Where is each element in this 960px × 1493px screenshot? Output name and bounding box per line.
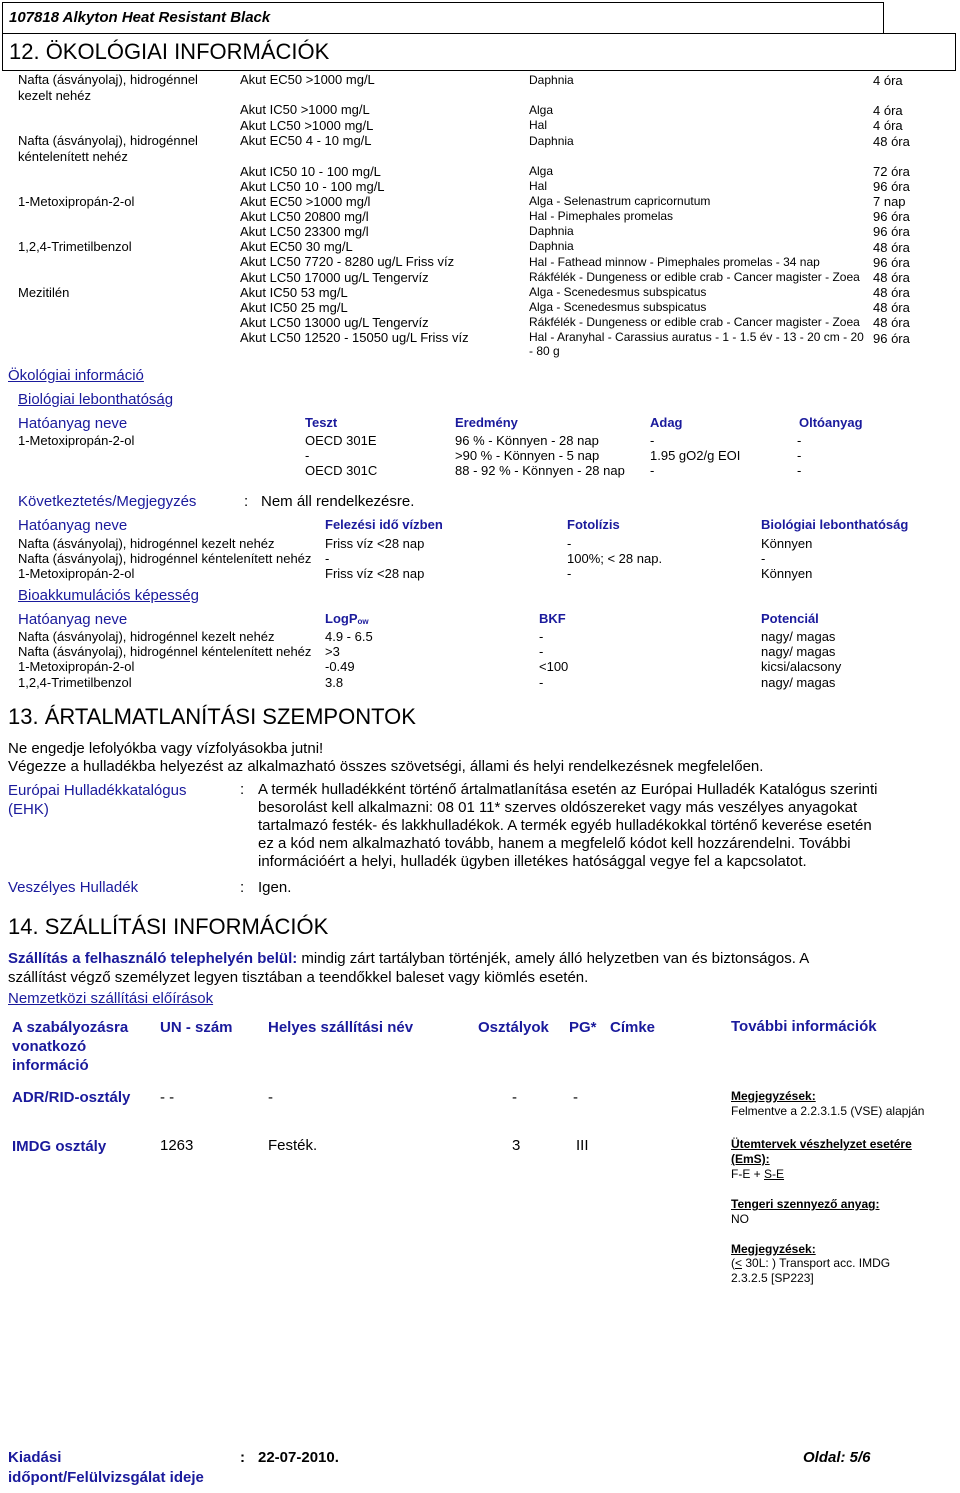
biodeg-dose: - xyxy=(650,463,655,478)
conclusion-label: Következtetés/Megjegyzés xyxy=(18,493,197,510)
col-header-potential: Potenciál xyxy=(761,611,819,626)
tox-time: 96 óra xyxy=(873,255,910,270)
ems-title: Ütemtervek vészhelyzet esetére xyxy=(731,1137,912,1151)
hazwaste-colon: : xyxy=(240,879,245,896)
halflife-name: Nafta (ásványolaj), hidrogénnel kezelt nehéz xyxy=(18,536,275,551)
adr-class: - xyxy=(512,1089,517,1106)
ewc-text-line: besorolást kell alkalmazni: 08 01 11* szerves oldószereket vagy más veszélyes anyagokat xyxy=(258,799,858,816)
ewc-colon: : xyxy=(240,781,245,798)
halflife-photolysis: - xyxy=(567,566,572,581)
tox-organism: Alga xyxy=(529,164,554,178)
tox-test: Akut EC50 >1000 mg/L xyxy=(240,72,375,87)
document-header xyxy=(2,2,884,34)
biodeg-solvent: - xyxy=(797,463,802,478)
imdg-note-title: Megjegyzések: xyxy=(731,1242,816,1256)
biodeg-result: 88 - 92 % - Könnyen - 28 nap xyxy=(455,463,625,478)
bioacc-logp: -0.49 xyxy=(325,659,355,674)
col-header-reg-cont: információ xyxy=(12,1057,89,1074)
ewc-text-line: A termék hulladékként történő ártalmatlanítása esetén az Európai Hulladék Katalógus szerinti xyxy=(258,781,878,798)
biodeg-test: OECD 301C xyxy=(305,463,378,478)
tox-time: 48 óra xyxy=(873,270,910,285)
adr-pg: - xyxy=(573,1089,578,1106)
halflife-name: 1-Metoxipropán-2-ol xyxy=(18,566,135,581)
substance-name: Nafta (ásványolaj), hidrogénnel xyxy=(18,133,198,148)
tox-test: Akut LC50 7720 - 8280 ug/L Friss víz xyxy=(240,254,455,269)
halflife-water: Friss víz <28 nap xyxy=(325,566,425,581)
bioacc-potential: nagy/ magas xyxy=(761,629,836,644)
onsite-text-cont: szállítást végző személyzet legyen tisztában a teendőkkel baleset vagy kiömlés esetén. xyxy=(8,969,589,986)
biodeg-dose: - xyxy=(650,433,655,448)
bioacc-bcf: - xyxy=(539,644,544,659)
ewc-text-line: információért a helyi, hulladék ügyben illetékes hatósággal vegye fel a kapcsolatot. xyxy=(258,853,807,870)
col-header-logp xyxy=(325,611,369,626)
hazwaste-value: Igen. xyxy=(258,879,292,896)
onsite-text: mindig zárt tartályban történjék, amely álló helyzetben van és biztonságos. A xyxy=(297,950,810,967)
imdg-shipping-name: Festék. xyxy=(268,1137,318,1154)
col-header-biodeg: Biológiai lebonthatóság xyxy=(761,517,909,532)
ems-value-fire: F-E + xyxy=(731,1167,765,1181)
substance-name-cont: kezelt nehéz xyxy=(18,88,91,103)
tox-test: Akut LC50 20800 mg/l xyxy=(240,209,369,224)
footer-date: 22-07-2010. xyxy=(258,1449,339,1466)
intl-transport-title: Nemzetközi szállítási előírások xyxy=(8,990,214,1007)
section-12-header xyxy=(2,33,956,71)
adr-shipping-name: - xyxy=(268,1089,273,1106)
tox-organism: Hal xyxy=(529,179,548,193)
conclusion-colon: : xyxy=(244,493,249,510)
col-header-water: Felezési idő vízben xyxy=(325,517,443,532)
adr-note-title: Megjegyzések: xyxy=(731,1089,816,1103)
substance-name-cont: kéntelenített nehéz xyxy=(18,149,128,164)
tox-time: 96 óra xyxy=(873,179,910,194)
bioacc-logp: 3.8 xyxy=(325,675,344,690)
onsite-transport-line xyxy=(8,950,809,967)
tox-organism: Alga - Selenastrum capricornutum xyxy=(529,194,711,208)
adr-note-text: Felmentve a 2.2.3.1.5 (VSE) alapján xyxy=(731,1104,925,1118)
tox-organism: Daphnia xyxy=(529,134,574,148)
col-header-un: UN - szám xyxy=(160,1019,233,1036)
bioacc-logp: >3 xyxy=(325,644,340,659)
bioacc-potential: nagy/ magas xyxy=(761,644,836,659)
tox-test: Akut LC50 23300 mg/l xyxy=(240,224,369,239)
tox-time: 48 óra xyxy=(873,134,910,149)
disposal-line-1: Ne engedje lefolyókba vagy vízfolyásokba jutni! xyxy=(8,740,324,757)
marine-pollutant-value: NO xyxy=(731,1212,749,1226)
tox-organism: Hal xyxy=(529,118,548,132)
logp-subscript: ow xyxy=(357,617,369,626)
col-header-reg: A szabályozásra xyxy=(12,1019,129,1036)
tox-organism: Alga - Scenedesmus subspicatus xyxy=(529,300,707,314)
tox-time: 7 nap xyxy=(873,194,906,209)
ewc-label: Európai Hulladékkatalógus xyxy=(8,782,187,799)
footer-date-label-cont: időpont/Felülvizsgálat ideje xyxy=(8,1469,204,1486)
bioacc-bcf: <100 xyxy=(539,659,569,674)
adr-un: - - xyxy=(160,1089,175,1106)
tox-test: Akut IC50 >1000 mg/L xyxy=(240,102,370,117)
bioacc-name: 1,2,4-Trimetilbenzol xyxy=(18,675,132,690)
footer-date-label: Kiadási xyxy=(8,1449,62,1466)
tox-time: 4 óra xyxy=(873,103,903,118)
logp-label: LogP xyxy=(325,611,358,626)
tox-time: 48 óra xyxy=(873,315,910,330)
halflife-biodeg: - xyxy=(761,551,766,566)
bioacc-name: Nafta (ásványolaj), hidrogénnel kezelt nehéz xyxy=(18,629,275,644)
tox-time: 96 óra xyxy=(873,209,910,224)
tox-test: Akut EC50 4 - 10 mg/L xyxy=(240,133,372,148)
imdg-note-line: (< 30L: ) Transport acc. IMDG xyxy=(731,1256,891,1270)
section-12-title: 12. ÖKOLÓGIAI INFORMÁCIÓK xyxy=(9,39,330,64)
substance-name: Nafta (ásványolaj), hidrogénnel xyxy=(18,72,198,87)
tox-organism: Alga - Scenedesmus subspicatus xyxy=(529,285,707,299)
biodeg-result: >90 % - Könnyen - 5 nap xyxy=(455,448,600,463)
col-header-shipping-name: Helyes szállítási név xyxy=(268,1019,414,1036)
imdg-pg: III xyxy=(576,1137,589,1154)
bioacc-name: 1-Metoxipropán-2-ol xyxy=(18,659,135,674)
tox-test: Akut EC50 >1000 mg/l xyxy=(240,194,371,209)
product-title: 107818 Alkyton Heat Resistant Black xyxy=(9,9,271,26)
hazwaste-label: Veszélyes Hulladék xyxy=(8,879,139,896)
tox-time: 96 óra xyxy=(873,224,910,239)
tox-time: 4 óra xyxy=(873,73,903,88)
ewc-text-line: ez a kód nem alkalmazható tovább, hanem a megfelelő kódot kell hozzárendelni. További xyxy=(258,835,851,852)
marine-pollutant-title: Tengeri szennyező anyag: xyxy=(731,1197,880,1211)
imdg-class-label: IMDG osztály xyxy=(12,1138,107,1155)
tox-time: 96 óra xyxy=(873,331,910,346)
col-header-reg-cont: vonatkozó xyxy=(12,1038,87,1055)
tox-test: Akut LC50 >1000 mg/L xyxy=(240,118,374,133)
col-header-result: Eredmény xyxy=(455,415,518,430)
halflife-biodeg: Könnyen xyxy=(761,566,813,581)
ewc-label-abbr: (EHK) xyxy=(8,801,49,818)
biodeg-solvent: - xyxy=(797,433,802,448)
col-header-test: Teszt xyxy=(305,415,338,430)
biodeg-test: OECD 301E xyxy=(305,433,377,448)
tox-time: 48 óra xyxy=(873,240,910,255)
col-header-solvent: Oltóanyag xyxy=(799,415,863,430)
substance-name: Mezitilén xyxy=(18,285,70,300)
imdg-note-lte: < xyxy=(735,1256,743,1270)
biodeg-name: 1-Metoxipropán-2-ol xyxy=(18,433,135,448)
eco-info-title: Ökológiai információ xyxy=(8,367,144,384)
col-header-photolysis: Fotolízis xyxy=(567,517,620,532)
conclusion-value: Nem áll rendelkezésre. xyxy=(261,493,415,510)
col-header-bcf: BKF xyxy=(539,611,566,626)
tox-test: Akut LC50 17000 ug/L Tengervíz xyxy=(240,270,429,285)
tox-organism: Hal - Pimephales promelas xyxy=(529,209,674,223)
biodeg-test: - xyxy=(305,448,310,463)
adr-class-label: ADR/RID-osztály xyxy=(12,1089,131,1106)
bioacc-title: Bioakkumulációs képesség xyxy=(18,587,199,604)
footer-colon: : xyxy=(240,1449,245,1466)
tox-organism: Rákfélék - Dungeness or edible crab - Cancer magister - Zoea xyxy=(529,315,860,329)
halflife-name: Nafta (ásványolaj), hidrogénnel kéntelenített nehéz xyxy=(18,551,312,566)
substance-name: 1,2,4-Trimetilbenzol xyxy=(18,239,132,254)
col-header-name: Hatóanyag neve xyxy=(18,611,128,628)
tox-test: Akut IC50 53 mg/L xyxy=(240,285,348,300)
bioacc-bcf: - xyxy=(539,675,544,690)
substance-name: 1-Metoxipropán-2-ol xyxy=(18,194,135,209)
section-13-title: 13. ÁRTALMATLANÍTÁSI SZEMPONTOK xyxy=(8,704,416,729)
col-header-label: Címke xyxy=(610,1019,656,1036)
tox-test: Akut LC50 13000 ug/L Tengervíz xyxy=(240,315,429,330)
tox-time: 72 óra xyxy=(873,164,910,179)
col-header-pg: PG* xyxy=(569,1019,597,1036)
imdg-un: 1263 xyxy=(160,1137,194,1154)
halflife-water: - xyxy=(325,551,330,566)
imdg-note-text: 30L: ) Transport acc. IMDG xyxy=(742,1256,891,1270)
bioacc-potential: nagy/ magas xyxy=(761,675,836,690)
imdg-class: 3 xyxy=(512,1137,521,1154)
biodeg-dose: 1.95 gO2/g EOI xyxy=(650,448,741,463)
tox-organism: Hal - Fathead minnow - Pimephales promelas - 34 nap xyxy=(529,255,820,269)
col-header-name: Hatóanyag neve xyxy=(18,415,128,432)
tox-time: 48 óra xyxy=(873,300,910,315)
bioacc-potential: kicsi/alacsony xyxy=(761,659,842,674)
col-header-class: Osztályok xyxy=(478,1019,549,1036)
tox-organism: Rákfélék - Dungeness or edible crab - Cancer magister - Zoea xyxy=(529,270,860,284)
ems-value xyxy=(731,1167,784,1181)
imdg-note-line-2: 2.3.2.5 [SP223] xyxy=(731,1271,814,1285)
halflife-photolysis: 100%; < 28 nap. xyxy=(567,551,663,566)
tox-organism: Daphnia xyxy=(529,73,574,87)
halflife-biodeg: Könnyen xyxy=(761,536,813,551)
biodeg-title: Biológiai lebonthatóság xyxy=(18,391,174,408)
ems-title-cont: (EmS): xyxy=(731,1152,770,1166)
tox-time: 4 óra xyxy=(873,118,903,133)
biodeg-result: 96 % - Könnyen - 28 nap xyxy=(455,433,599,448)
ewc-text-line: tartalmazó festék- és lakkhulladékok. A termék egyéb hulladékokkal történő keverése esetén xyxy=(258,817,872,834)
biodeg-solvent: - xyxy=(797,448,802,463)
halflife-water: Friss víz <28 nap xyxy=(325,536,425,551)
onsite-label: Szállítás a felhasználó telephelyén belül: xyxy=(8,950,298,967)
ems-value-spill: S-E xyxy=(764,1167,785,1181)
col-header-extra: További információk xyxy=(731,1018,877,1035)
tox-test: Akut IC50 10 - 100 mg/L xyxy=(240,164,381,179)
tox-organism: Alga xyxy=(529,103,554,117)
tox-time: 48 óra xyxy=(873,285,910,300)
tox-test: Akut LC50 12520 - 15050 ug/L Friss víz xyxy=(240,330,469,345)
tox-test: Akut LC50 10 - 100 mg/L xyxy=(240,179,385,194)
col-header-dose: Adag xyxy=(650,415,683,430)
col-header-name: Hatóanyag neve xyxy=(18,517,128,534)
tox-test: Akut IC50 25 mg/L xyxy=(240,300,348,315)
page-number: Oldal: 5/6 xyxy=(803,1449,871,1466)
bioacc-bcf: - xyxy=(539,629,544,644)
bioacc-name: Nafta (ásványolaj), hidrogénnel kéntelenített nehéz xyxy=(18,644,312,659)
section-14-title: 14. SZÁLLÍTÁSI INFORMÁCIÓK xyxy=(8,914,329,939)
bioacc-logp: 4.9 - 6.5 xyxy=(325,629,373,644)
disposal-line-2: Végezze a hulladékba helyezést az alkalmazható összes szövetségi, állami és helyi rendelkezésnek megfelelően. xyxy=(8,758,764,775)
tox-test: Akut EC50 30 mg/L xyxy=(240,239,353,254)
tox-organism-cont: - 80 g xyxy=(529,344,560,358)
tox-organism: Daphnia xyxy=(529,239,574,253)
tox-organism: Daphnia xyxy=(529,224,574,238)
halflife-photolysis: - xyxy=(567,536,572,551)
tox-organism: Hal - Aranyhal - Carassius auratus - 1 - 1.5 év - 13 - 20 cm - 20 xyxy=(529,330,864,344)
